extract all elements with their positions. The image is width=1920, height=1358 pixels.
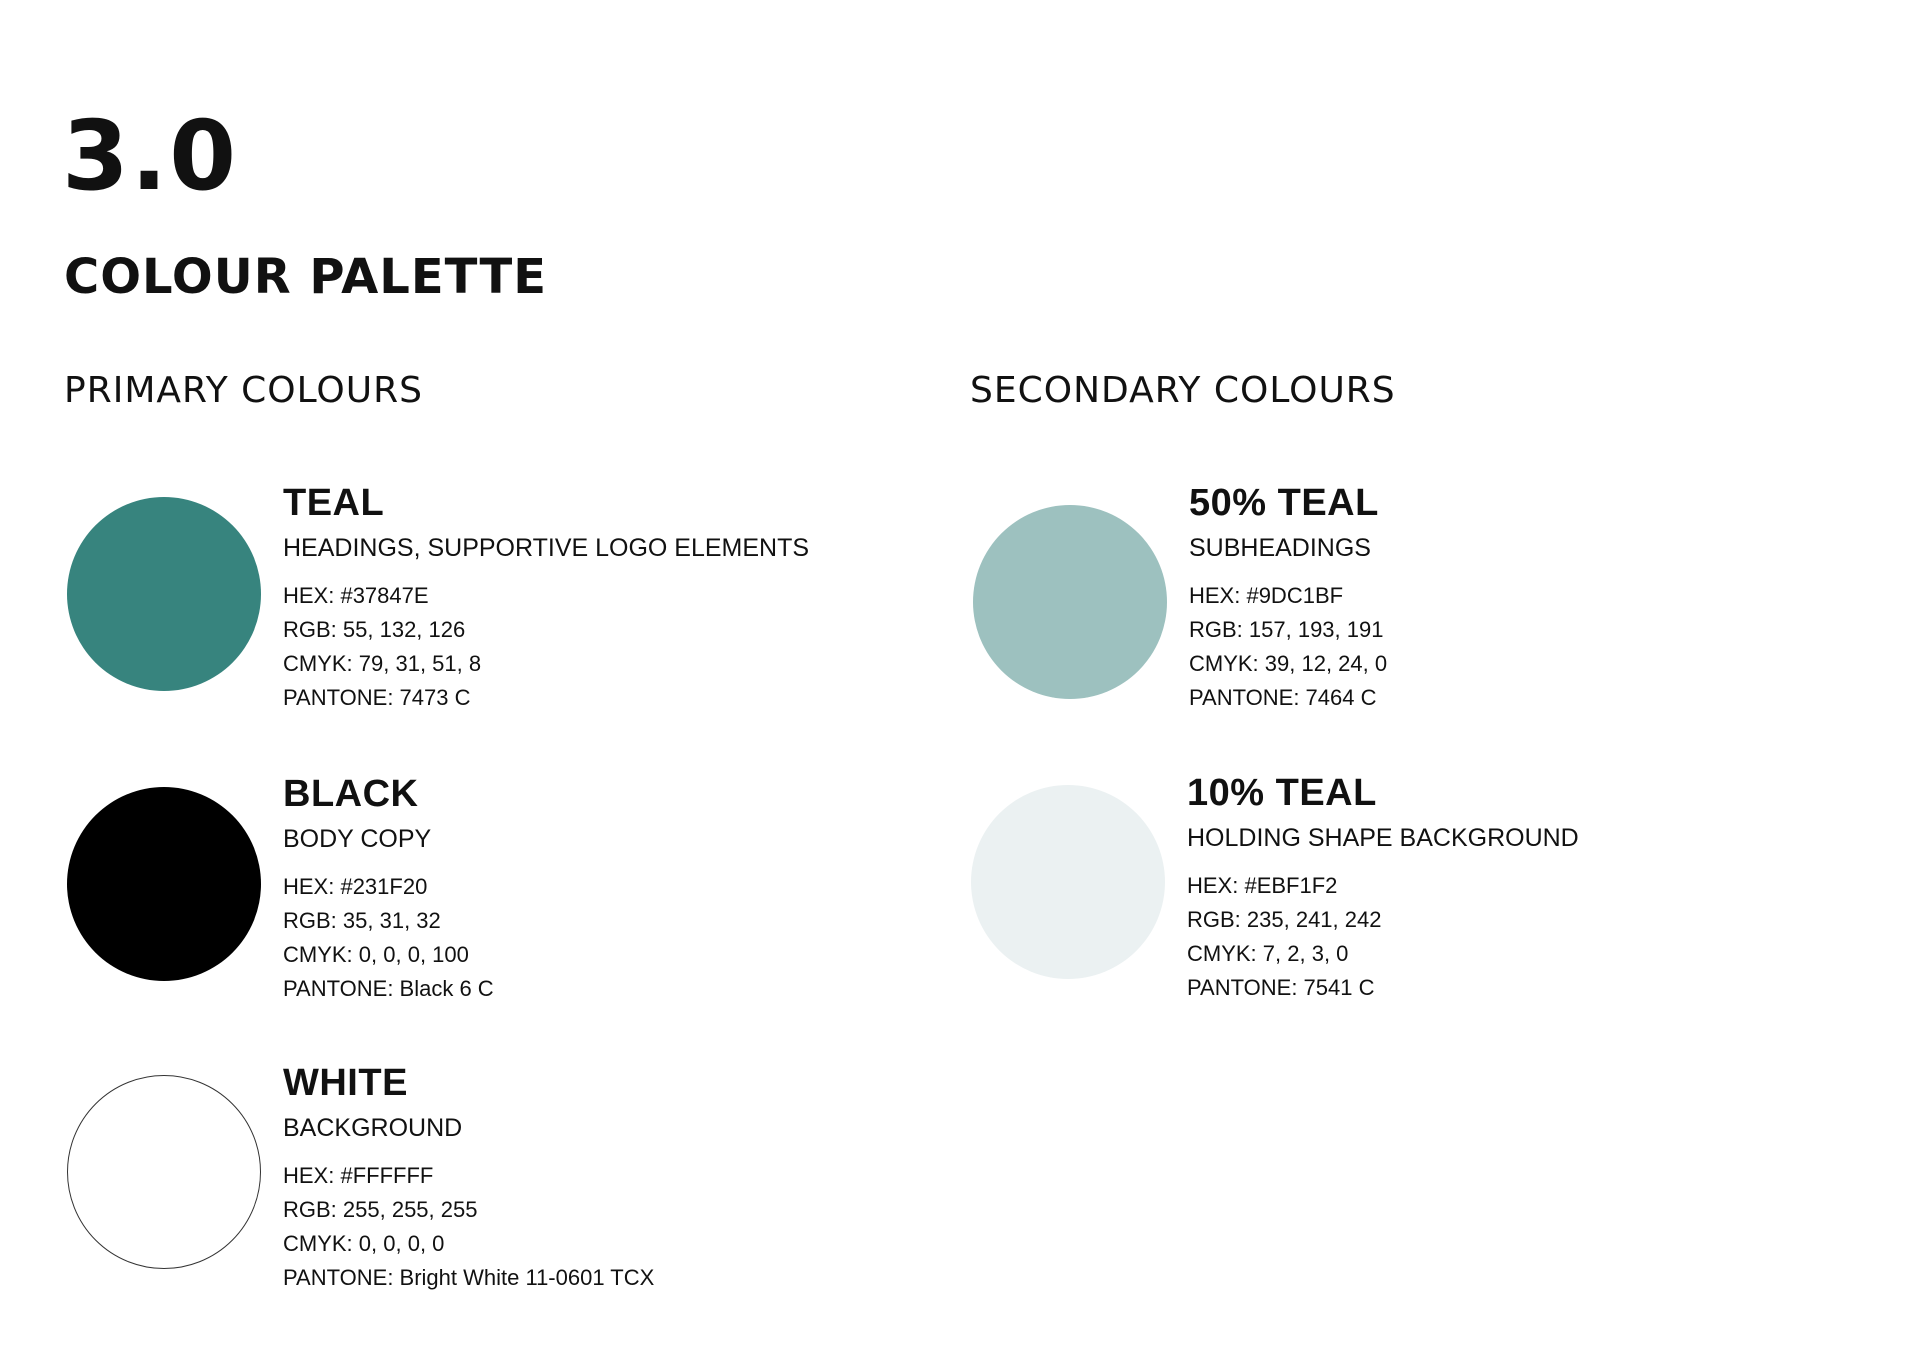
colour-hex: HEX: #FFFFFF	[283, 1163, 434, 1188]
black-swatch	[67, 787, 261, 981]
page-title: COLOUR PALETTE	[64, 249, 548, 305]
colour-hex: HEX: #231F20	[283, 874, 428, 899]
colour-cmyk: CMYK: 0, 0, 0, 0	[283, 1231, 445, 1256]
colour-name: 50% TEAL	[1189, 482, 1379, 524]
colour-rgb: RGB: 55, 132, 126	[283, 617, 466, 642]
colour-usage: SUBHEADINGS	[1189, 534, 1371, 562]
colour-hex: HEX: #EBF1F2	[1187, 873, 1338, 898]
colour-cmyk: CMYK: 39, 12, 24, 0	[1189, 651, 1388, 676]
black-colour-info	[283, 775, 494, 1006]
colour-usage: BACKGROUND	[283, 1114, 463, 1142]
section-number: 3.0	[62, 100, 239, 212]
colour-rgb: RGB: 255, 255, 255	[283, 1197, 478, 1222]
colour-rgb: RGB: 157, 193, 191	[1189, 617, 1384, 642]
colour-cmyk: CMYK: 7, 2, 3, 0	[1187, 941, 1349, 966]
colour-hex: HEX: #9DC1BF	[1189, 583, 1344, 608]
colour-pantone: PANTONE: Bright White 11-0601 TCX	[283, 1265, 655, 1290]
colour-rgb: RGB: 35, 31, 32	[283, 908, 441, 933]
50-teal-swatch	[973, 505, 1167, 699]
colour-usage: HOLDING SHAPE BACKGROUND	[1187, 824, 1579, 852]
white-swatch	[67, 1075, 261, 1269]
teal-colour-info	[283, 484, 809, 715]
colour-pantone: PANTONE: 7464 C	[1189, 685, 1377, 710]
colour-pantone: PANTONE: 7473 C	[283, 685, 471, 710]
colour-name: BLACK	[283, 773, 419, 815]
colour-rgb: RGB: 235, 241, 242	[1187, 907, 1382, 932]
colour-pantone: PANTONE: 7541 C	[1187, 975, 1375, 1000]
colour-name: WHITE	[283, 1062, 408, 1104]
colour-name: TEAL	[283, 482, 385, 524]
50-teal-colour-info	[1189, 484, 1387, 715]
secondary-colours-heading: SECONDARY COLOURS	[970, 370, 1396, 411]
colour-pantone: PANTONE: Black 6 C	[283, 976, 494, 1001]
white-colour-info	[283, 1064, 654, 1295]
primary-colours-heading: PRIMARY COLOURS	[64, 370, 423, 411]
colour-cmyk: CMYK: 79, 31, 51, 8	[283, 651, 482, 676]
colour-usage: HEADINGS, SUPPORTIVE LOGO ELEMENTS	[283, 534, 810, 562]
10-teal-swatch	[971, 785, 1165, 979]
colour-name: 10% TEAL	[1187, 772, 1377, 814]
10-teal-colour-info	[1187, 774, 1579, 1005]
teal-swatch	[67, 497, 261, 691]
colour-usage: BODY COPY	[283, 825, 432, 853]
colour-hex: HEX: #37847E	[283, 583, 429, 608]
colour-cmyk: CMYK: 0, 0, 0, 100	[283, 942, 469, 967]
